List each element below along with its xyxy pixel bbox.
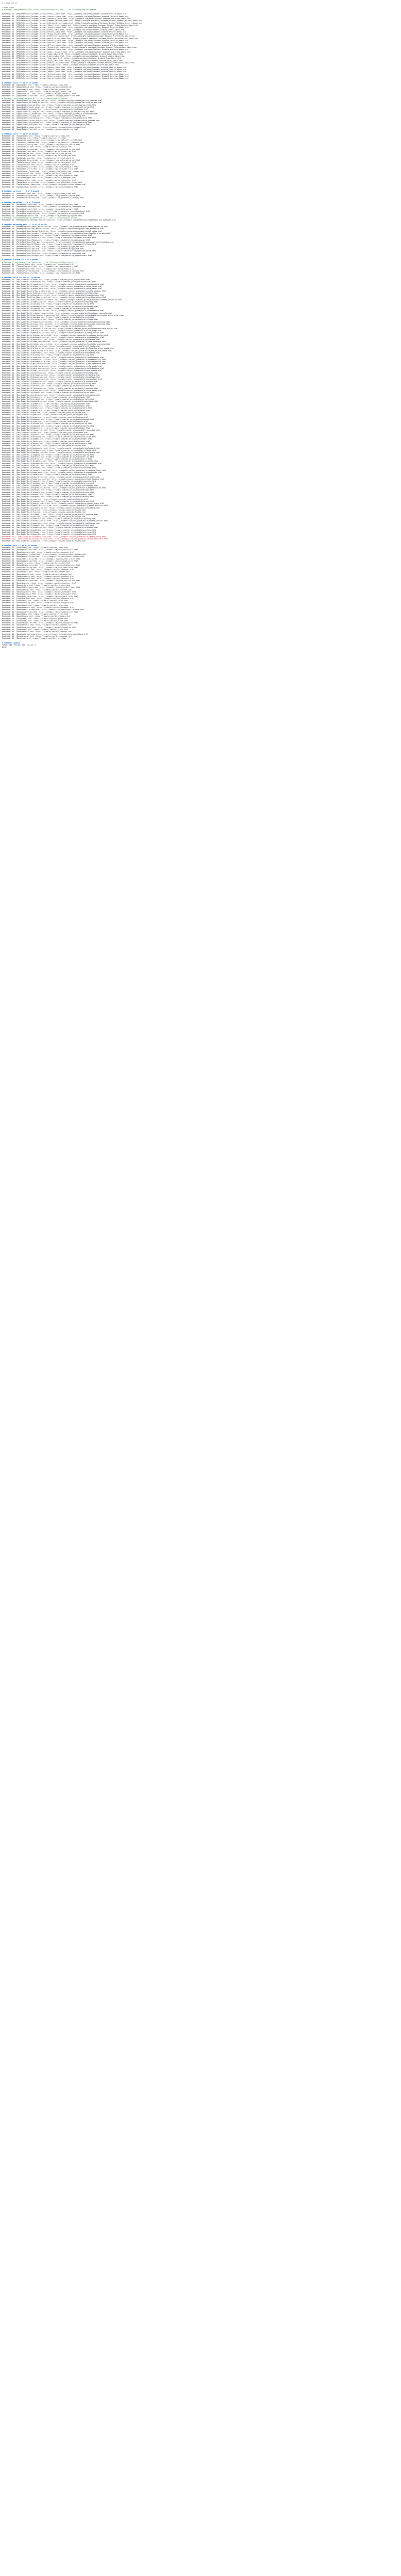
log-line: Redirect: OK /Docs/fulfillment.html https://example.com/docs/fulfillment.html [2, 586, 80, 589]
section-heading: # Section: marketing --- 6 of 6 passed [2, 201, 40, 204]
comment-line: # Running ./test/finance/run_finance.sh --- the following modules passed --- [2, 261, 77, 263]
log-line: Redirect: OK /Marketing/reports.html https://example.com/marketing/reports.html [2, 214, 82, 217]
log-line: Redirect: OK /Apps/Guides/getting_started.html https://example.com/apps/guides/getting_started.html [2, 99, 102, 102]
log-line: Redirect: OK /Dev_Guide/Build/hooks.html https://example.com/dev_guide/build/hooks.html [2, 396, 90, 398]
log-line: Redirect: OK /Apps/Guides/faq.html https://example.com/apps/guides/faq.html [2, 128, 78, 130]
log-line: Redirect: OK /Dev_Guide/Build/caching.html https://example.com/dev_guide/build/caching.html [2, 316, 94, 319]
log-line: Redirect: OK /MFE/Reference/Customer_Account_Overview_Admin.html https://example.com/docs/Customer_Account_Overview_Admin.html [2, 77, 129, 80]
log-line: Redirect: OK /Dev_Guide/Build/toolchain.html https://example.com/dev_guide/build/toolchain.html [2, 292, 98, 294]
log-line: Redirect: OK /Docs/markets.html https://example.com/docs/markets.html [2, 624, 73, 626]
log-line: Redirect: OK /Dev_Guide/Build/linking.html https://example.com/dev_guide/build/linking.html [2, 303, 94, 306]
log-line: Redirect: OK /Dev_Guide/Build/access_control.html https://example.com/dev_guide/build/access_control.html [2, 520, 108, 522]
log-line: Redirect: OK /Docs/concepts.html https://example.com/docs/concepts.html [2, 551, 75, 553]
log-line: Redirect: OK /Docs/webhooks.html https://example.com/docs/webhooks.html [2, 569, 75, 571]
log-line: Redirect: OK /Docs/authentication.html https://example.com/docs/authentication.html [2, 553, 87, 555]
log-line: Redirect: OK /Tools/cli_install.html https://example.com/tools/cli_install.html [2, 139, 82, 142]
log-line: Redirect: OK /Marketing/Apps/Reviews.html https://example.com/marketing/apps/reviews.html [2, 234, 92, 237]
log-line: Redirect: OK /Dev_Guide/Build/storage.html https://example.com/dev_guide/build/storage.html [2, 500, 94, 502]
log-line: Redirect: OK /Dev_Guide/Build/cmake.html https://example.com/dev_guide/build/cmake.html [2, 402, 90, 405]
log-line: Redirect: OK /Docs/carts.html https://example.com/docs/carts.html [2, 600, 69, 602]
log-line: Redirect: OK /Dev_Guide/Build/faq.html https://example.com/dev_guide/build/faq.html [2, 540, 87, 543]
log-line: Redirect: OK /Apps/Guides/webhooks.html https://example.com/apps/guides/webhooks.html [2, 108, 88, 111]
log-line: Redirect: OK /Dev_Guide/Build/esbuild.html https://example.com/dev_guide/build/esbuild.html [2, 425, 94, 427]
log-line: Redirect: OK /MFE/Reference/Customer_Account_Orders_Admin.html https://example.com/docs/Customer_Account_Orders_Admin.html [2, 28, 125, 31]
log-line: Redirect: OK /MFE/Reference/Customer_Account_Permissions_Admin.html https://example.com/docs/Customer_Account_Permissions_Admin.html [2, 62, 135, 64]
log-line: Redirect: OK /Docs/inventory.html https://example.com/docs/inventory.html [2, 582, 76, 584]
log-line: Redirect: OK /Dev_Guide/Build/security.html https://example.com/dev_guide/build/security.html [2, 383, 96, 385]
log-line: Redirect: OK /Dev_Guide/Build/cron.html https://example.com/dev_guide/build/cron.html [2, 498, 88, 500]
log-line: Redirect: OK /Dev_Guide/Build/auditing.html https://example.com/dev_guide/build/auditing.html [2, 529, 96, 531]
log-line: Redirect: OK /Dev_Guide/Build/makefiles.html https://example.com/dev_guide/build/makefiles.html [2, 400, 98, 403]
log-line: Redirect: OK /Dev_Guide/Build/vite.html https://example.com/dev_guide/build/vite.html [2, 420, 88, 423]
log-line: Redirect: OK /Tools/sdk_dotnet.html https://example.com/tools/sdk_dotnet.html [2, 159, 80, 162]
log-line: Redirect: OK /Tools/sdk_java.html https://example.com/tools/sdk_java.html [2, 155, 76, 157]
log-line: Redirect: OK /Dev_Guide/Build/static_analysis.html https://example.com/dev_guide/build/static_analysis.html [2, 343, 110, 345]
log-line: Redirect: OK /Docs/checkout.html https://example.com/docs/checkout.html [2, 597, 75, 600]
log-line: Redirect: OK /Dev_Guide/Build/fuzzing.html https://example.com/dev_guide/build/fuzzing.html [2, 354, 94, 357]
log-line: Redirect: OK /Docs/pages.html https://example.com/docs/pages.html [2, 617, 69, 620]
log-line: Redirect: OK /Docs/blogs.html https://example.com/docs/blogs.html [2, 619, 69, 622]
log-line: Redirect: OK /Dev_Guide/Build/requirements.html https://example.com/dev_guide/build/requirements.html [2, 283, 104, 285]
log-line: Redirect: OK /Dev_Guide/Build/cdn.html https://example.com/dev_guide/build/cdn.html [2, 445, 87, 447]
log-line: Redirect: OK /Dev_Guide/Build/troubleshooting.html https://example.com/dev_guide/build/troubleshooting.html [2, 320, 110, 323]
log-line: Redirect: OK /Tools/formatter.html https://example.com/tools/formatter.html [2, 175, 78, 177]
log-line: Redirect: OK /Docs/collections.html https://example.com/docs/collections.html [2, 580, 80, 582]
log-line: Redirect: OK /Marketing/Integration_Hub_Overview.html https://example.com/marketing/integration_hub_overview.html [2, 219, 116, 222]
log-line: Redirect: OK /Marketing/Apps/Affiliate.html https://example.com/marketing/apps/affiliate.html [2, 243, 96, 246]
log-line: Redirect: OK /Apps/Guides/testing.html https://example.com/apps/guides/testing.html [2, 115, 87, 117]
log-line: Redirect: FAIL /Dev_Guide/Build/legacy_setup.html https://example.com/dev_guide/build/legacy_setup.html [2, 535, 106, 538]
log-line: Redirect: OK /Docs/payments.html https://example.com/docs/payments.html [2, 606, 75, 609]
log-line: Redirect: OK /Marketing/Apps/SEO.html https://example.com/marketing/apps/seo.html [2, 245, 85, 248]
section-heading: # Section: summary [2, 641, 20, 644]
log-line: Redirect: OK /Dev_Guide/Build/runbooks.html https://example.com/dev_guide/build/runbooks.html [2, 467, 96, 469]
log-line: Redirect: OK /Dev_Guide/Build/integration_tests.html https://example.com/dev_guide/build/integration_tests.html [2, 347, 114, 350]
log-line: Redirect: OK /Dev_Guide/Build/identity.html https://example.com/dev_guide/build/identity.html [2, 518, 96, 520]
log-line: Redirect: OK /Docs/themes.html https://example.com/docs/themes.html [2, 615, 71, 618]
log-line: Redirect: OK /Dev_Guide/Build/images.html https://example.com/dev_guide/build/images.html [2, 438, 92, 440]
log-line: Redirect: OK /Dev_Guide/Build/signing.html https://example.com/dev_guide/build/signing.html [2, 307, 94, 310]
log-line: Redirect: OK /Dev_Guide/Build/release_builds.html https://example.com/dev_guide/build/release_builds.html [2, 334, 108, 336]
log-line: Redirect: OK /Docs/bulk_operations.html https://example.com/docs/bulk_operations.html [2, 633, 88, 635]
log-line: Redirect: OK /Dev_Guide/Build/unit_tests.html https://example.com/dev_guide/build/unit_tests.html [2, 345, 100, 348]
log-line: Redirect: OK /Dev_Guide/Build/compliance.html https://example.com/dev_guide/build/compliance.html [2, 522, 100, 524]
log-line: Redirect: OK /MFE/Reference/Customer_Account_Returns_Admin.html https://example.com/docs/Customer_Account_Returns_Admin.html [2, 30, 127, 33]
log-line: Redirect: OK /Apps/permissions.html https://example.com/apps/permissions.html [2, 95, 80, 97]
log-line: Redirect: OK /Dev_Guide/Build/on_call.html https://example.com/dev_guide/build/on_call.html [2, 465, 94, 467]
log-line: Redirect: OK /Docs/pagination.html https://example.com/docs/pagination.html [2, 560, 78, 562]
log-line: Redirect: OK /Dev_Guide/Build/npm.html https://example.com/dev_guide/build/npm.html [2, 411, 87, 414]
log-line: Redirect: OK /Dev_Guide/Build/logging.html https://example.com/dev_guide/build/logging.html [2, 453, 94, 456]
log-line: Redirect: OK /MFE/Reference/Customer_Account_Addresses_Admin.html https://example.com/docs/Customer_Account_Addresses_Admin.html [2, 18, 131, 20]
log-line: Redirect: OK /Dev_Guide/Build/cross_compiling.html https://example.com/dev_guide/build/cross_compiling.html [2, 323, 110, 326]
log-line: Redirect: OK /Dev_Guide/Build/scaling.html https://example.com/dev_guide/build/scaling.html [2, 482, 94, 485]
log-line: Redirect: OK /Dev_Guide/Build/build_flags.html https://example.com/dev_guide/build/build_flags.html [2, 329, 102, 332]
log-line: Redirect: OK /Tools/sdk_python.html https://example.com/tools/sdk_python.html [2, 148, 80, 150]
log-line: Redirect: OK /Dev_Guide/Build/packaging.html https://example.com/dev_guide/build/packaging.html [2, 305, 98, 308]
log-line: Redirect: OK /Tools/cli_commands.html https://example.com/tools/cli_commands.html [2, 141, 85, 144]
log-line: Redirect: OK /Dev_Guide/Build/deployment.html https://example.com/dev_guide/build/deployment.html [2, 447, 100, 449]
log-line: Redirect: OK /Dev_Guide/Build/bazel.html https://example.com/dev_guide/build/bazel.html [2, 405, 90, 408]
log-line: Redirect: OK /MFE/Reference/Customer_Account_Payment_Methods_Admin.html https://example.com/docs/Customer_Account_Payment_Methods_Admin.html [2, 20, 143, 22]
log-line: Redirect: OK /MFE/Reference/Customer_Account_Preferences_Admin.html https://example.com/docs/Customer_Account_Preferences_Admin.html [2, 35, 135, 38]
terminal-output [0, 0, 401, 653]
log-line: Redirect: OK /Tools/cli.html https://example.com/tools/cli.html [2, 137, 66, 140]
log-line: Redirect: OK /Partners/program.html https://example.com/partners/program.html [2, 194, 80, 197]
log-line: Redirect: OK /Tools/graphiql.html https://example.com/tools/graphiql.html [2, 161, 76, 164]
log-line: Redirect: OK /MFE/Reference/Customer_Account_Integrations_Admin.html https://example.com/docs/Customer_Account_Integrations_Admin.html [2, 46, 137, 48]
log-line: Redirect: OK /Dev_Guide/Build/plugins.html https://example.com/dev_guide/build/plugins.html [2, 392, 94, 394]
log-line: Redirect: OK /Apps/install.html https://example.com/apps/install.html [2, 90, 73, 93]
log-line: Redirect: OK /Dev_Guide/Build/secrets.html https://example.com/dev_guide/build/secrets.html [2, 385, 94, 387]
log-line: Redirect: OK /Dev_Guide/Build/monitoring.html https://example.com/dev_guide/build/monitoring.html [2, 451, 100, 454]
section-heading: # Section: finance --- 5 of 5 passed [2, 259, 38, 261]
log-line: Redirect: OK /Dev_Guide/Build/style_guide.html https://example.com/dev_guide/build/style_guide.html [2, 365, 102, 367]
log-line: Redirect: OK /Dev_Guide/Build/setup_macos.html https://example.com/dev_guide/build/setup_macos.html [2, 287, 102, 290]
log-line: Redirect: OK /Apps/index.html https://example.com/apps/index.html [2, 83, 69, 86]
log-line: Redirect: OK /Tools/cli_config.html https://example.com/tools/cli_config.html [2, 144, 80, 146]
log-line: Redirect: OK /Apps/Guides/support.html https://example.com/apps/guides/support.html [2, 126, 87, 128]
log-line: Redirect: OK /Dev_Guide/Build/dependencies.html https://example.com/dev_guide/build/dependencies.html [2, 294, 104, 297]
log-line: Redirect: OK /Docs/products.html https://example.com/docs/products.html [2, 575, 75, 578]
log-line: Redirect: OK /Docs/staff.html https://example.com/docs/staff.html [2, 629, 69, 631]
log-line: Redirect: OK /Docs/gift_cards.html https://example.com/docs/gift_cards.html [2, 595, 78, 598]
log-line: Redirect: OK /Marketing/Apps/Surveys.html https://example.com/marketing/apps/surveys.html [2, 254, 92, 257]
log-line: Redirect: OK /Dev_Guide/Build/queues.html https://example.com/dev_guide/build/queues.html [2, 493, 92, 496]
log-line: Redirect: FAIL /Dev_Guide/Build/old_toolchain.html https://example.com/dev_guide/build/old_toolchain.html [2, 537, 108, 540]
log-line: Redirect: OK /Dev_Guide/Build/typescript.html https://example.com/dev_guide/build/typescript.html [2, 429, 100, 432]
log-line: Redirect: OK /Marketing/Apps/Popups.html https://example.com/marketing/apps/popups.html [2, 239, 90, 241]
log-line: Redirect: OK /Docs/objects.html https://example.com/docs/objects.html [2, 573, 73, 575]
log-line: Redirect: OK /Tools/index.html https://example.com/tools/index.html [2, 134, 71, 137]
log-line: Redirect: OK /Dev_Guide/Build/artifacts.html https://example.com/dev_guide/build/artifacts.html [2, 318, 98, 321]
section-heading: # Section: tools --- 24 of 24 passed [2, 132, 38, 135]
log-line: Redirect: OK /Tools/local_tunnel.html https://example.com/tools/local_tunnel.html [2, 170, 85, 173]
log-line: Redirect: OK /Dev_Guide/Build/yarn.html https://example.com/dev_guide/build/yarn.html [2, 414, 88, 416]
log-line: Redirect: OK /Dev_Guide/Build/setup_windows.html https://example.com/dev_guide/build/setup_windows.html [2, 290, 106, 292]
log-line: Redirect: OK /Dev_Guide/Build/third_party.html https://example.com/dev_guide/build/third_party.html [2, 389, 102, 392]
log-line: Redirect: OK /Dev_Guide/Build/compiling.html https://example.com/dev_guide/build/compiling.html [2, 301, 98, 303]
log-line: Redirect: OK /Apps/Guides/app_manifest.html https://example.com/apps/guides/app_manifest.html [2, 104, 96, 106]
log-line: Redirect: OK /Dev_Guide/Build/search_index.html https://example.com/dev_guide/build/search_index.html [2, 502, 104, 505]
log-line: Redirect: OK /Dev_Guide/Build/feature_flags.html https://example.com/dev_guide/build/feature_flags.html [2, 469, 106, 471]
log-line: Redirect: OK /Dev_Guide/Build/rollup.html https://example.com/dev_guide/build/rollup.html [2, 422, 92, 425]
log-line: Redirect: OK /Dev_Guide/Build/docker.html https://example.com/dev_guide/build/docker.html [2, 325, 92, 328]
log-line: Redirect: OK /Dev_Guide/Build/configuration.html https://example.com/dev_guide/build/configuration.html [2, 296, 106, 299]
log-line: Redirect: OK /Docs/graphql.html https://example.com/docs/graphql.html [2, 635, 73, 637]
log-line: Redirect: OK /Apps/Guides/building_an_app.html https://example.com/apps/guides/building_an_app.html [2, 101, 102, 104]
log-line: Redirect: OK /Dev_Guide/Build/overview.html https://example.com/dev_guide/build/overview.html [2, 281, 96, 283]
log-line: Redirect: OK /Tools/dev_store.html https://example.com/tools/dev_store.html [2, 168, 78, 171]
log-line: Redirect: OK /Marketing/segments.html https://example.com/marketing/segments.html [2, 212, 85, 215]
log-line: Redirect: OK /Docs/events.html https://example.com/docs/events.html [2, 571, 71, 573]
log-line: Redirect: OK /MFE/Reference/Customer_Account_Profile_Admin.html https://example.com/docs/Customer_Account_Profile_Admin.html [2, 13, 127, 15]
log-line: Redirect: OK /Apps/Guides/oauth_setup.html https://example.com/apps/guides/oauth_setup.html [2, 106, 94, 108]
log-line: Redirect: OK /Tools/changelog.html https://example.com/tools/changelog.html [2, 185, 78, 188]
log-line: Redirect: OK /Docs/idempotency.html https://example.com/docs/idempotency.html [2, 564, 80, 567]
log-line: Redirect: OK /Dev_Guide/Build/scripts.html https://example.com/dev_guide/build/scripts.html [2, 398, 94, 401]
log-line: Redirect: OK /Tools/linter.html https://example.com/tools/linter.html [2, 172, 73, 175]
log-line: Redirect: OK /Dev_Guide/Build/glossary.html https://example.com/dev_guide/build/glossary.html [2, 531, 96, 533]
log-line: Redirect: OK /Dev_Guide/Build/workers.html https://example.com/dev_guide/build/workers.html [2, 496, 94, 498]
log-line: Redirect: OK /Dev_Guide/Build/firewalls.html https://example.com/dev_guide/build/firewalls.html [2, 513, 98, 516]
log-line: Redirect: OK /Finance/index.html https://example.com/finance/index.html [2, 263, 75, 266]
log-line: Redirect: OK /Docs/taxes.html https://example.com/docs/taxes.html [2, 604, 69, 606]
log-line: Redirect: OK /Marketing/index.html https://example.com/marketing/index.html [2, 204, 78, 206]
log-line: Redirect: OK /Docs/index.html https://example.com/docs/index.html [2, 547, 69, 549]
log-line: Redirect: OK /Dev_Guide/Build/tls.html https://example.com/dev_guide/build/tls.html [2, 511, 87, 514]
comment-line: # Running ./test/marketing/run_marketing.sh --- the following modules passed --- [2, 216, 81, 219]
log-line: Redirect: OK /Dev_Guide/Build/maven.html https://example.com/dev_guide/build/maven.html [2, 409, 90, 412]
log-line: Redirect: OK /Docs/metafields.html https://example.com/docs/metafields.html [2, 611, 78, 613]
log-line: Redirect: OK /Docs/errors.html https://example.com/docs/errors.html [2, 562, 71, 565]
section-heading: # Section: docs --- 42 of 42 passed [2, 544, 37, 547]
log-line: Redirect: OK /Finance/payouts.html https://example.com/finance/payouts.html [2, 265, 78, 268]
log-line: Redirect: OK /Docs/refunds.html https://example.com/docs/refunds.html [2, 588, 73, 591]
log-line: Redirect: OK /Docs/locations.html https://example.com/docs/locations.html [2, 626, 76, 629]
log-line: Redirect: OK /MFE/Reference/Customer_Account_Limits_Admin.html https://example.com/docs/Customer_Account_Limits_Admin.html [2, 55, 125, 58]
log-line: Redirect: OK /Finance/currencies.html https://example.com/finance/currencies.html [2, 269, 85, 272]
log-line: Redirect: OK /Dev_Guide/Build/contributing.html https://example.com/dev_guide/build/contributing.html [2, 367, 104, 369]
log-line: Redirect: OK /Dev_Guide/Build/migrations_db.html https://example.com/dev_guide/build/migrations_db.html [2, 487, 106, 489]
log-line: Total: 258 Passed: 256 Failed: 2 [2, 644, 36, 647]
log-line: Redirect: OK /MFE/Reference/Customer_Account_Deletion_Admin.html https://example.com/docs/Customer_Account_Deletion_Admin.html [2, 75, 129, 77]
log-line: Redirect: OK /Dev_Guide/Build/load_testing.html https://example.com/dev_guide/build/load_testing.html [2, 478, 104, 480]
log-line: Redirect: OK /Tools/schema_viewer.html https://example.com/tools/schema_viewer.html [2, 183, 87, 186]
log-line: Redirect: OK /Tools/postman.html https://example.com/tools/postman.html [2, 163, 75, 166]
log-line: Redirect: OK /Dev_Guide/Build/capacity.html https://example.com/dev_guide/build/capacity.html [2, 480, 96, 483]
log-line: Redirect: OK /Docs/shipping.html https://example.com/docs/shipping.html [2, 602, 75, 604]
log-line: Redirect: OK /Dev_Guide/Build/release_channels.html https://example.com/dev_guide/build/release_channels.html [2, 312, 112, 314]
log-line: Redirect: OK /MFE/Reference/Customer_Account_Roles_Admin.html https://example.com/docs/Customer_Account_Roles_Admin.html [2, 59, 123, 62]
log-line: Redirect: OK /Dev_Guide/Build/assets.html https://example.com/dev_guide/build/assets.html [2, 443, 92, 445]
log-line: Redirect: OK /Dev_Guide/Build/changelogs.html https://example.com/dev_guide/build/changelogs.html [2, 376, 100, 379]
log-line: Redirect: OK /Dev_Guide/Build/webpack.html https://example.com/dev_guide/build/webpack.html [2, 418, 94, 420]
log-line: Redirect: OK /Marketing/email.html https://example.com/marketing/email.html [2, 208, 78, 210]
log-line: Redirect: OK /Partners/index.html https://example.com/partners/index.html [2, 192, 76, 195]
log-line: Redirect: OK /MFE/Reference/Customer_Account_Webhooks_Admin.html https://example.com/docs/Customer_Account_Webhooks_Admin.html [2, 48, 129, 51]
log-line: Redirect: OK /MFE/Reference/Customer_Account_SSO_Admin.html https://example.com/docs/Customer_Account_SSO_Admin.html [2, 64, 119, 66]
log-line: Redirect: OK /Dev_Guide/Build/privacy.html https://example.com/dev_guide/build/privacy.html [2, 524, 94, 527]
log-line: Redirect: OK /Apps/Guides/versioning.html https://example.com/apps/guides/versioning.html [2, 122, 92, 124]
log-line: Redirect: OK /Apps/Guides/ui_extensions.html https://example.com/apps/guides/ui_extensions.html [2, 112, 98, 115]
log-line: Redirect: OK /Dev_Guide/Build/databases.html https://example.com/dev_guide/build/databases.html [2, 484, 98, 487]
log-line: Redirect: OK /Dev_Guide/Build/index.html https://example.com/dev_guide/build/index.html [2, 279, 90, 281]
log-line: Redirect: OK /Dev_Guide/Build/versioning.html https://example.com/dev_guide/build/versioning.html [2, 374, 100, 376]
log-line: Redirect: OK /MFE/Reference/Customer_Account_Invoices_Admin.html https://example.com/docs/Customer_Account_Invoices_Admin.html [2, 26, 129, 29]
log-line: Redirect: OK /Dev_Guide/Build/email_delivery.html https://example.com/dev_guide/build/email_delivery.html [2, 504, 108, 507]
log-line: Redirect: OK /Dev_Guide/Build/sass.html https://example.com/dev_guide/build/sass.html [2, 431, 88, 434]
log-line: Redirect: OK /Finance/invoices.html https://example.com/finance/invoices.html [2, 272, 80, 275]
log-line: Redirect: OK /Dev_Guide/Build/branching.html https://example.com/dev_guide/build/branching.html [2, 371, 98, 374]
log-line: Redirect: OK /Dev_Guide/Build/code_coverage.html https://example.com/dev_guide/build/code_coverage.html [2, 341, 106, 343]
log-line: Redirect: OK /Dev_Guide/Build/retention.html https://example.com/dev_guide/build/retention.html [2, 527, 98, 529]
log-line: Redirect: OK /Dev_Guide/Build/sanitizers.html https://example.com/dev_guide/build/sanitizers.html [2, 338, 100, 341]
log-line: Redirect: OK /Marketing/campaigns.html https://example.com/marketing/campaigns.html [2, 206, 87, 208]
log-line: Redirect: OK /Marketing/Apps/Email_Marketing.html https://example.com/marketing/apps/email_marketing.html [2, 225, 108, 228]
comment-line: # Running ./test/base/run_base.sh for /home/user/repo/out/test --- the following modules passed --- [2, 8, 100, 11]
log-line: Done. [2, 646, 7, 649]
log-line: Redirect: OK /Marketing/Apps/SMS_Marketing.html https://example.com/marketing/apps/sms_marketing.html [2, 228, 104, 230]
log-line: Redirect: OK /MFE/Reference/Customer_Account_Security_Admin.html https://example.com/docs/Customer_Account_Security_Admin.html [2, 40, 129, 42]
log-line: Redirect: OK /Docs/authorization.html https://example.com/docs/authorization.html [2, 555, 85, 558]
log-line: Redirect: OK /Docs/rest.html https://example.com/docs/rest.html [2, 637, 66, 640]
log-line: Redirect: OK /Dev_Guide/Build/deprecation.html https://example.com/dev_guide/build/deprecation.html [2, 378, 102, 381]
log-line: Redirect: OK /Dev_Guide/Build/metrics.html https://example.com/dev_guide/build/metrics.html [2, 455, 94, 458]
log-line: Redirect: OK /Dev_Guide/Build/appendix.html https://example.com/dev_guide/build/appendix.html [2, 533, 96, 536]
log-line: Redirect: OK /MFE/Reference/Customer_Account_Shipping_Admin.html https://example.com/docs/Customer_Account_Shipping_Admin.html [2, 33, 129, 36]
log-line: Redirect: OK /Docs/navigation.html https://example.com/docs/navigation.html [2, 622, 78, 624]
section-heading: # Section: basic --- 10 of 10 passed [2, 81, 38, 84]
log-line: Redirect: OK /Dev_Guide/Build/vpn.html https://example.com/dev_guide/build/vpn.html [2, 515, 87, 518]
log-line: Redirect: OK /Dev_Guide/Build/debug_builds.html https://example.com/dev_guide/build/debug_builds.html [2, 332, 104, 334]
log-line: Redirect: OK /Dev_Guide/Build/gradle.html https://example.com/dev_guide/build/gradle.html [2, 407, 92, 410]
command-line: $ ./test_all.sh [2, 2, 17, 4]
section-heading: # Section: marketing_apps --- 14 of 14 passed [2, 223, 47, 226]
log-line: Redirect: OK /Marketing/Apps/Analytics.html https://example.com/marketing/apps/analytics.html [2, 250, 96, 252]
log-line: Redirect: OK /Marketing/automations.html https://example.com/marketing/automations.html [2, 210, 90, 212]
log-line: Redirect: OK /Dev_Guide/Build/pnpm.html https://example.com/dev_guide/build/pnpm.html [2, 416, 88, 418]
log-line: Redirect: OK /Dev_Guide/Build/setup_linux.html https://example.com/dev_guide/build/setup_linux.html [2, 285, 102, 287]
log-line: Redirect: OK /Dev_Guide/Build/tailwind.html https://example.com/dev_guide/build/tailwind.html [2, 436, 96, 438]
log-line: Redirect: OK /MFE/Reference/Customer_Account_Subscriptions_Admin.html https://example.com/docs/Customer_Account_Subscriptions_Admin.html [2, 24, 139, 26]
log-line: Redirect: OK /MFE/Reference/Customer_Account_Imports_Admin.html https://example.com/docs/Customer_Account_Imports_Admin.html [2, 71, 127, 73]
log-line: Redirect: OK /Dev_Guide/Build/fonts.html https://example.com/dev_guide/build/fonts.html [2, 440, 90, 443]
log-line: Redirect: OK /Marketing/Apps/Chat.html https://example.com/marketing/apps/chat.html [2, 252, 87, 255]
log-line: Redirect: OK /Marketing/Apps/Referrals.html https://example.com/marketing/apps/referrals.html [2, 236, 96, 239]
log-line: Redirect: OK /Tools/sdk_go.html https://example.com/tools/sdk_go.html [2, 152, 73, 155]
log-line: Redirect: OK /Apps/Guides/analytics.html https://example.com/apps/guides/analytics.html [2, 124, 90, 126]
log-line: Redirect: OK /Docs/subscriptions.html https://example.com/docs/subscriptions.html [2, 608, 85, 611]
log-line: Redirect: OK /MFE/Reference/Customer_Account_Settings_Admin.html https://example.com/docs/Customer_Account_Settings_Admin.html [2, 73, 129, 75]
log-line: Redirect: OK /Dev_Guide/Build/continuous_integration.html https://example.com/dev_guide/build/continuous_integration.html [2, 314, 124, 316]
log-line: Redirect: OK /Dev_Guide/Build/reproducible_builds.html https://example.com/dev_guide/build/reproducible_builds.html [2, 327, 118, 330]
log-line: Redirect: OK /Dev_Guide/Build/extensions.html https://example.com/dev_guide/build/extensions.html [2, 394, 100, 396]
log-line: Redirect: OK /Dev_Guide/Build/blue_green.html https://example.com/dev_guide/build/blue_green.html [2, 476, 100, 478]
log-line: Redirect: OK /Docs/variants.html https://example.com/docs/variants.html [2, 578, 75, 580]
log-line: Redirect: OK /Dev_Guide/Build/rollback.html https://example.com/dev_guide/build/rollback.html [2, 449, 96, 451]
log-line: Redirect: OK /Docs/customers.html https://example.com/docs/customers.html [2, 590, 76, 593]
log-line: Redirect: OK /Apps/Guides/review_process.html https://example.com/apps/guides/review_process.html [2, 119, 100, 122]
log-line: Redirect: OK /Dev_Guide/Build/dns.html https://example.com/dev_guide/build/dns.html [2, 509, 87, 511]
log-line: Redirect: OK /Dev_Guide/Build/networking.html https://example.com/dev_guide/build/networking.html [2, 506, 100, 509]
log-line: Redirect: OK /Marketing/Apps/Ads.html https://example.com/marketing/apps/ads.html [2, 247, 85, 250]
log-line: Redirect: OK /Apps/catalog.html https://example.com/apps/catalog.html [2, 86, 73, 89]
log-line: Redirect: OK /Dev_Guide/Build/experiments.html https://example.com/dev_guide/build/experiments.html [2, 471, 102, 473]
log-line: Redirect: OK /Apps/Guides/billing_api.html https://example.com/apps/guides/billing_api.html [2, 110, 94, 113]
log-line: Redirect: OK /Dev_Guide/Build/incidents.html https://example.com/dev_guide/build/incidents.html [2, 460, 98, 463]
command-line: > make clean [2, 6, 14, 9]
log-line: Redirect: OK /MFE/Reference/Customer_Account_Domains_Admin.html https://example.com/docs/Customer_Account_Domains_Admin.html [2, 66, 127, 69]
log-line: Redirect: OK /Apps/Guides/publishing.html https://example.com/apps/guides/publishing.html [2, 117, 92, 120]
log-line: Redirect: OK /Apps/uninstall.html https://example.com/apps/uninstall.html [2, 93, 76, 95]
log-line: Redirect: OK /Dev_Guide/Build/notarization.html https://example.com/dev_guide/build/notarization.html [2, 310, 104, 312]
log-line: Redirect: OK /MFE/Reference/Customer_Account_Exports_Admin.html https://example.com/docs/Customer_Account_Exports_Admin.html [2, 68, 127, 71]
log-line: Redirect: OK /Docs/discounts.html https://example.com/docs/discounts.html [2, 593, 76, 596]
log-line: Redirect: OK /Dev_Guide/Build/canary.html https://example.com/dev_guide/build/canary.html [2, 473, 92, 476]
section-heading: # Section: build --- 118 of 120 passed [2, 276, 40, 279]
log-line: Redirect: OK /Dev_Guide/Build/babel.html https://example.com/dev_guide/build/babel.html [2, 427, 90, 429]
log-line: Redirect: OK /Dev_Guide/Build/documentation.html https://example.com/dev_guide/build/documentation.html [2, 361, 106, 363]
log-line: Redirect: OK /Dev_Guide/Build/migration.html https://example.com/dev_guide/build/migration.html [2, 380, 98, 383]
log-line: Redirect: OK /Marketing/Apps/Loyalty_Programs.html https://example.com/marketing/apps/loyalty_programs.html [2, 232, 110, 234]
log-line: Redirect: OK /Apps/search.html https://example.com/apps/search.html [2, 88, 71, 91]
log-line: Redirect: OK /Tools/mock_server.html https://example.com/tools/mock_server.html [2, 181, 82, 184]
log-line: Redirect: OK /Docs/versioning.html https://example.com/docs/versioning.html [2, 566, 78, 569]
section-heading: # Section: partners --- 3 of 3 passed [2, 190, 39, 193]
log-line: Redirect: OK /Marketing/Apps/Social_Media.html https://example.com/marketing/apps/social_media.html [2, 230, 102, 232]
log-line: Redirect: OK /MFE/Reference/Customer_Account_API_Keys_Admin.html https://example.com/docs/Customer_Account_API_Keys_Admin.html [2, 44, 129, 46]
log-line: Redirect: OK /Docs/files.html https://example.com/docs/files.html [2, 613, 69, 615]
log-line: Redirect: OK /Partners/directory.html https://example.com/partners/directory.html [2, 197, 85, 199]
log-line: Redirect: OK /Dev_Guide/Build/licensing.html https://example.com/dev_guide/build/licensing.html [2, 387, 98, 389]
log-line: Redirect: OK /MFE/Reference/Customer_Account_Team_Admin.html https://example.com/docs/Customer_Account_Team_Admin.html [2, 57, 121, 60]
log-line: Redirect: OK /Dev_Guide/Build/alerts.html https://example.com/dev_guide/build/alerts.html [2, 458, 92, 461]
log-line: Redirect: OK /Tools/sdk_ruby.html https://example.com/tools/sdk_ruby.html [2, 150, 76, 152]
log-line: Redirect: OK /Docs/reports.html https://example.com/docs/reports.html [2, 631, 73, 633]
log-line: Redirect: OK /Tools/sdk_js.html https://example.com/tools/sdk_js.html [2, 146, 73, 148]
log-line: Redirect: OK /MFE/Reference/Customer_Account_Usage_Admin.html https://example.com/docs/Customer_Account_Usage_Admin.html [2, 53, 123, 55]
log-line: Redirect: OK /Dev_Guide/Build/restore.html https://example.com/dev_guide/build/restore.html [2, 491, 94, 494]
log-line: Redirect: OK /Tools/sdk_php.html https://example.com/tools/sdk_php.html [2, 157, 75, 159]
log-line: Redirect: OK /Dev_Guide/Build/accessibility.html https://example.com/dev_guide/build/accessibility.html [2, 358, 106, 361]
log-line: Redirect: OK /Dev_Guide/Build/postmortems.html https://example.com/dev_guide/build/postmortems.html [2, 462, 102, 465]
log-line: Redirect: OK /Docs/rate_limits.html https://example.com/docs/rate_limits.html [2, 557, 80, 560]
log-line: Redirect: OK /Dev_Guide/Build/end_to_end_tests.html https://example.com/dev_guide/build/end_to_end_tests.html [2, 349, 112, 352]
log-line: Redirect: OK /Tools/profiler.html https://example.com/tools/profiler.html [2, 179, 76, 181]
log-line: Redirect: OK /Tools/theme_kit.html https://example.com/tools/theme_kit.html [2, 165, 78, 168]
log-line: Redirect: OK /Dev_Guide/Build/backups.html https://example.com/dev_guide/build/backups.html [2, 489, 94, 492]
log-line: Redirect: OK /Dev_Guide/Build/environment_variables.html https://example.com/dev_guide/build/environment_variables.html [2, 298, 122, 301]
comment-line: # Running ./test/apps/run_apps.sh --- the following modules passed --- [2, 97, 72, 99]
log-line: Redirect: OK /Dev_Guide/Build/benchmarks.html https://example.com/dev_guide/build/benchmarks.html [2, 351, 100, 354]
log-line: Redirect: OK /MFE/Reference/Customer_Account_Billing_History_Admin.html https://example.com/docs/Customer_Account_Billing_History_Admin.html [2, 22, 143, 24]
log-line: Redirect: OK /Dev_Guide/Build/optimization.html https://example.com/dev_guide/build/optimization.html [2, 336, 104, 338]
log-line: Redirect: OK /Tools/debugger.html https://example.com/tools/debugger.html [2, 177, 76, 179]
log-line: Redirect: OK /MFE/Reference/Customer_Account_Sessions_Admin.html https://example.com/docs/Customer_Account_Sessions_Admin.html [2, 42, 129, 44]
log-line: Redirect: OK /MFE/Reference/Customer_Account_Notifications_Admin.html https://example.com/docs/Customer_Account_Notifications_Admin.html [2, 37, 139, 40]
log-line: Redirect: OK /Dev_Guide/Build/postcss.html https://example.com/dev_guide/build/postcss.html [2, 433, 94, 436]
log-line: Redirect: OK /Marketing/Apps/Push_Notifications.html https://example.com/marketing/apps/push_notifications.html [2, 241, 114, 244]
log-line: Redirect: OK /Docs/quickstart.html https://example.com/docs/quickstart.html [2, 549, 78, 551]
log-line: Redirect: OK /Finance/taxes.html https://example.com/finance/taxes.html [2, 267, 75, 270]
log-line: Redirect: OK /MFE/Reference/Customer_Account_Contacts_Admin.html https://example.com/docs/Customer_Account_Contacts_Admin.html [2, 15, 129, 18]
log-line: Redirect: OK /Dev_Guide/Build/api_reference.html https://example.com/dev_guide/build/api_reference.html [2, 363, 106, 365]
log-line: Redirect: OK /Dev_Guide/Build/localization.html https://example.com/dev_guide/build/localization.html [2, 356, 104, 359]
log-line: Redirect: OK /MFE/Reference/Customer_Account_Audit_Log_Admin.html https://example.com/docs/Customer_Account_Audit_Log_Admin.html [2, 50, 131, 53]
log-line: Redirect: OK /Docs/orders.html https://example.com/docs/orders.html [2, 584, 71, 587]
log-line: Redirect: OK /Dev_Guide/Build/code_review.html https://example.com/dev_guide/build/code_review.html [2, 369, 102, 372]
